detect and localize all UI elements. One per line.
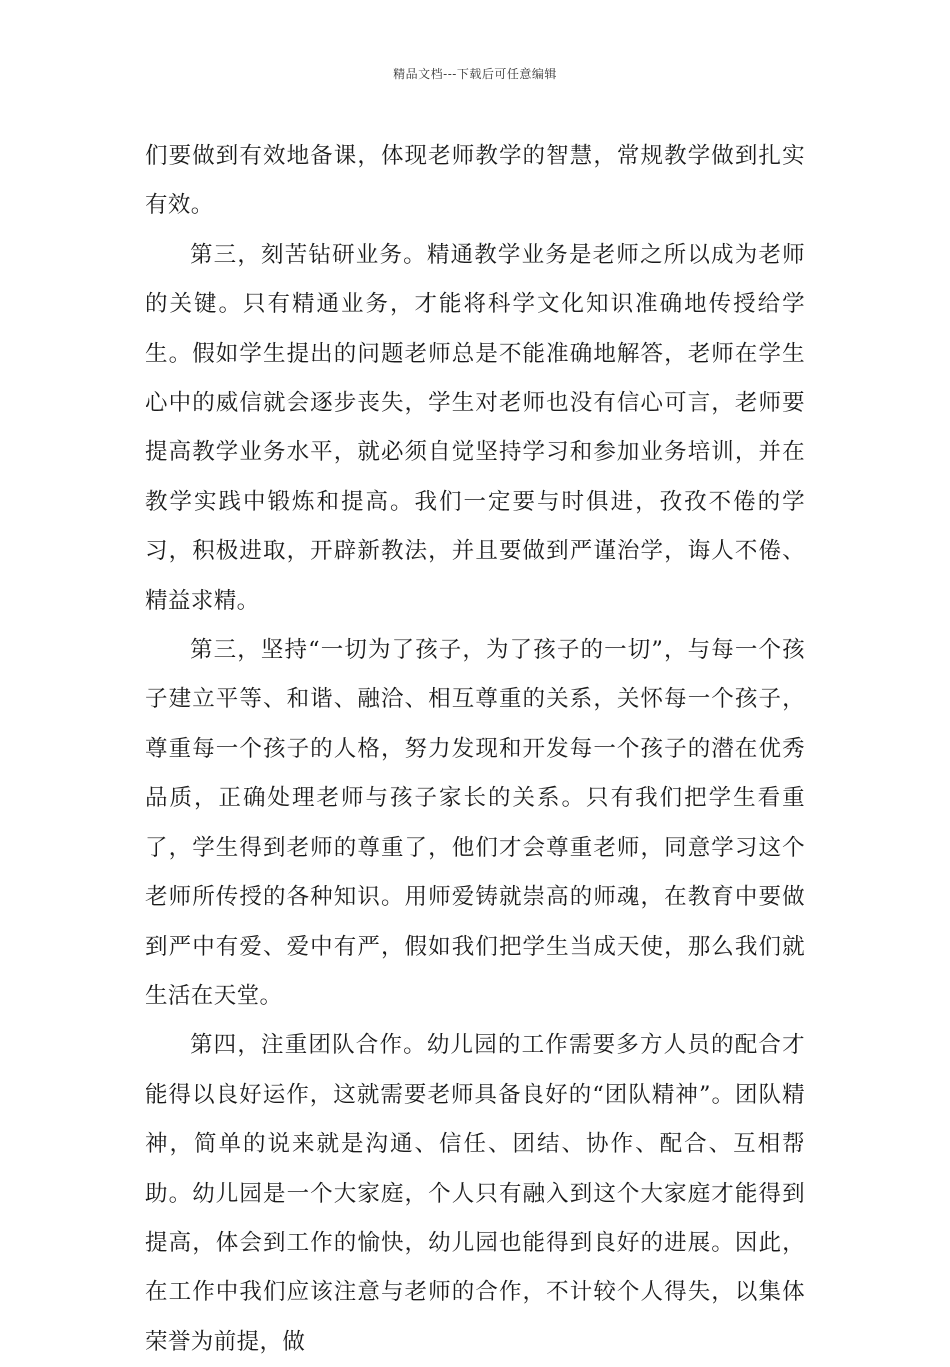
document-body: [145, 132, 805, 1367]
page-header: 精品文档---下载后可任意编辑: [393, 67, 557, 81]
paragraph-for-children: 第三，坚持“一切为了孩子，为了孩子的一切”，与每一个孩子建立平等、和谐、融洽、相互尊重的关系，关怀每一个孩子，尊重每一个孩子的人格，努力发现和开发每一个孩子的潜在优秀品质，正确处理老师与孩子家长的关系。只有我们把学生看重了，学生得到老师的尊重了，他们才会尊重老师，同意学习这个老师所传授的各种知识。用师爱铸就崇高的师魂，在教育中要做到严中有爱、爱中有严，假如我们把学生当成天使，那么我们就生活在天堂。: [145, 637, 805, 1009]
paragraph-teamwork: 第四，注重团队合作。幼儿园的工作需要多方人员的配合才能得以良好运作，这就需要老师具备良好的“团队精神”。团队精神，简单的说来就是沟通、信任、团结、协作、配合、互相帮助。幼儿园是一个大家庭，个人只有融入到这个大家庭才能得到提高，体会到工作的愉快，幼儿园也能得到良好的进展。因此，在工作中我们应该注意与老师的合作，不计较个人得失，以集体荣誉为前提，做: [145, 1032, 805, 1355]
paragraph-study-business: 第三，刻苦钻研业务。精通教学业务是老师之所以成为老师的关键。只有精通业务，才能将科学文化知识准确地传授给学生。假如学生提出的问题老师总是不能准确地解答，老师在学生心中的威信就会逐步丧失，学生对老师也没有信心可言，老师要提高教学业务水平，就必须自觉坚持学习和参加业务培训，并在教学实践中锻炼和提高。我们一定要与时俱进，孜孜不倦的学习，积极进取，开辟新教法，并且要做到严谨治学，诲人不倦、精益求精。: [145, 241, 805, 614]
paragraph-continuation: 们要做到有效地备课，体现老师教学的智慧，常规教学做到扎实有效。: [145, 143, 805, 219]
